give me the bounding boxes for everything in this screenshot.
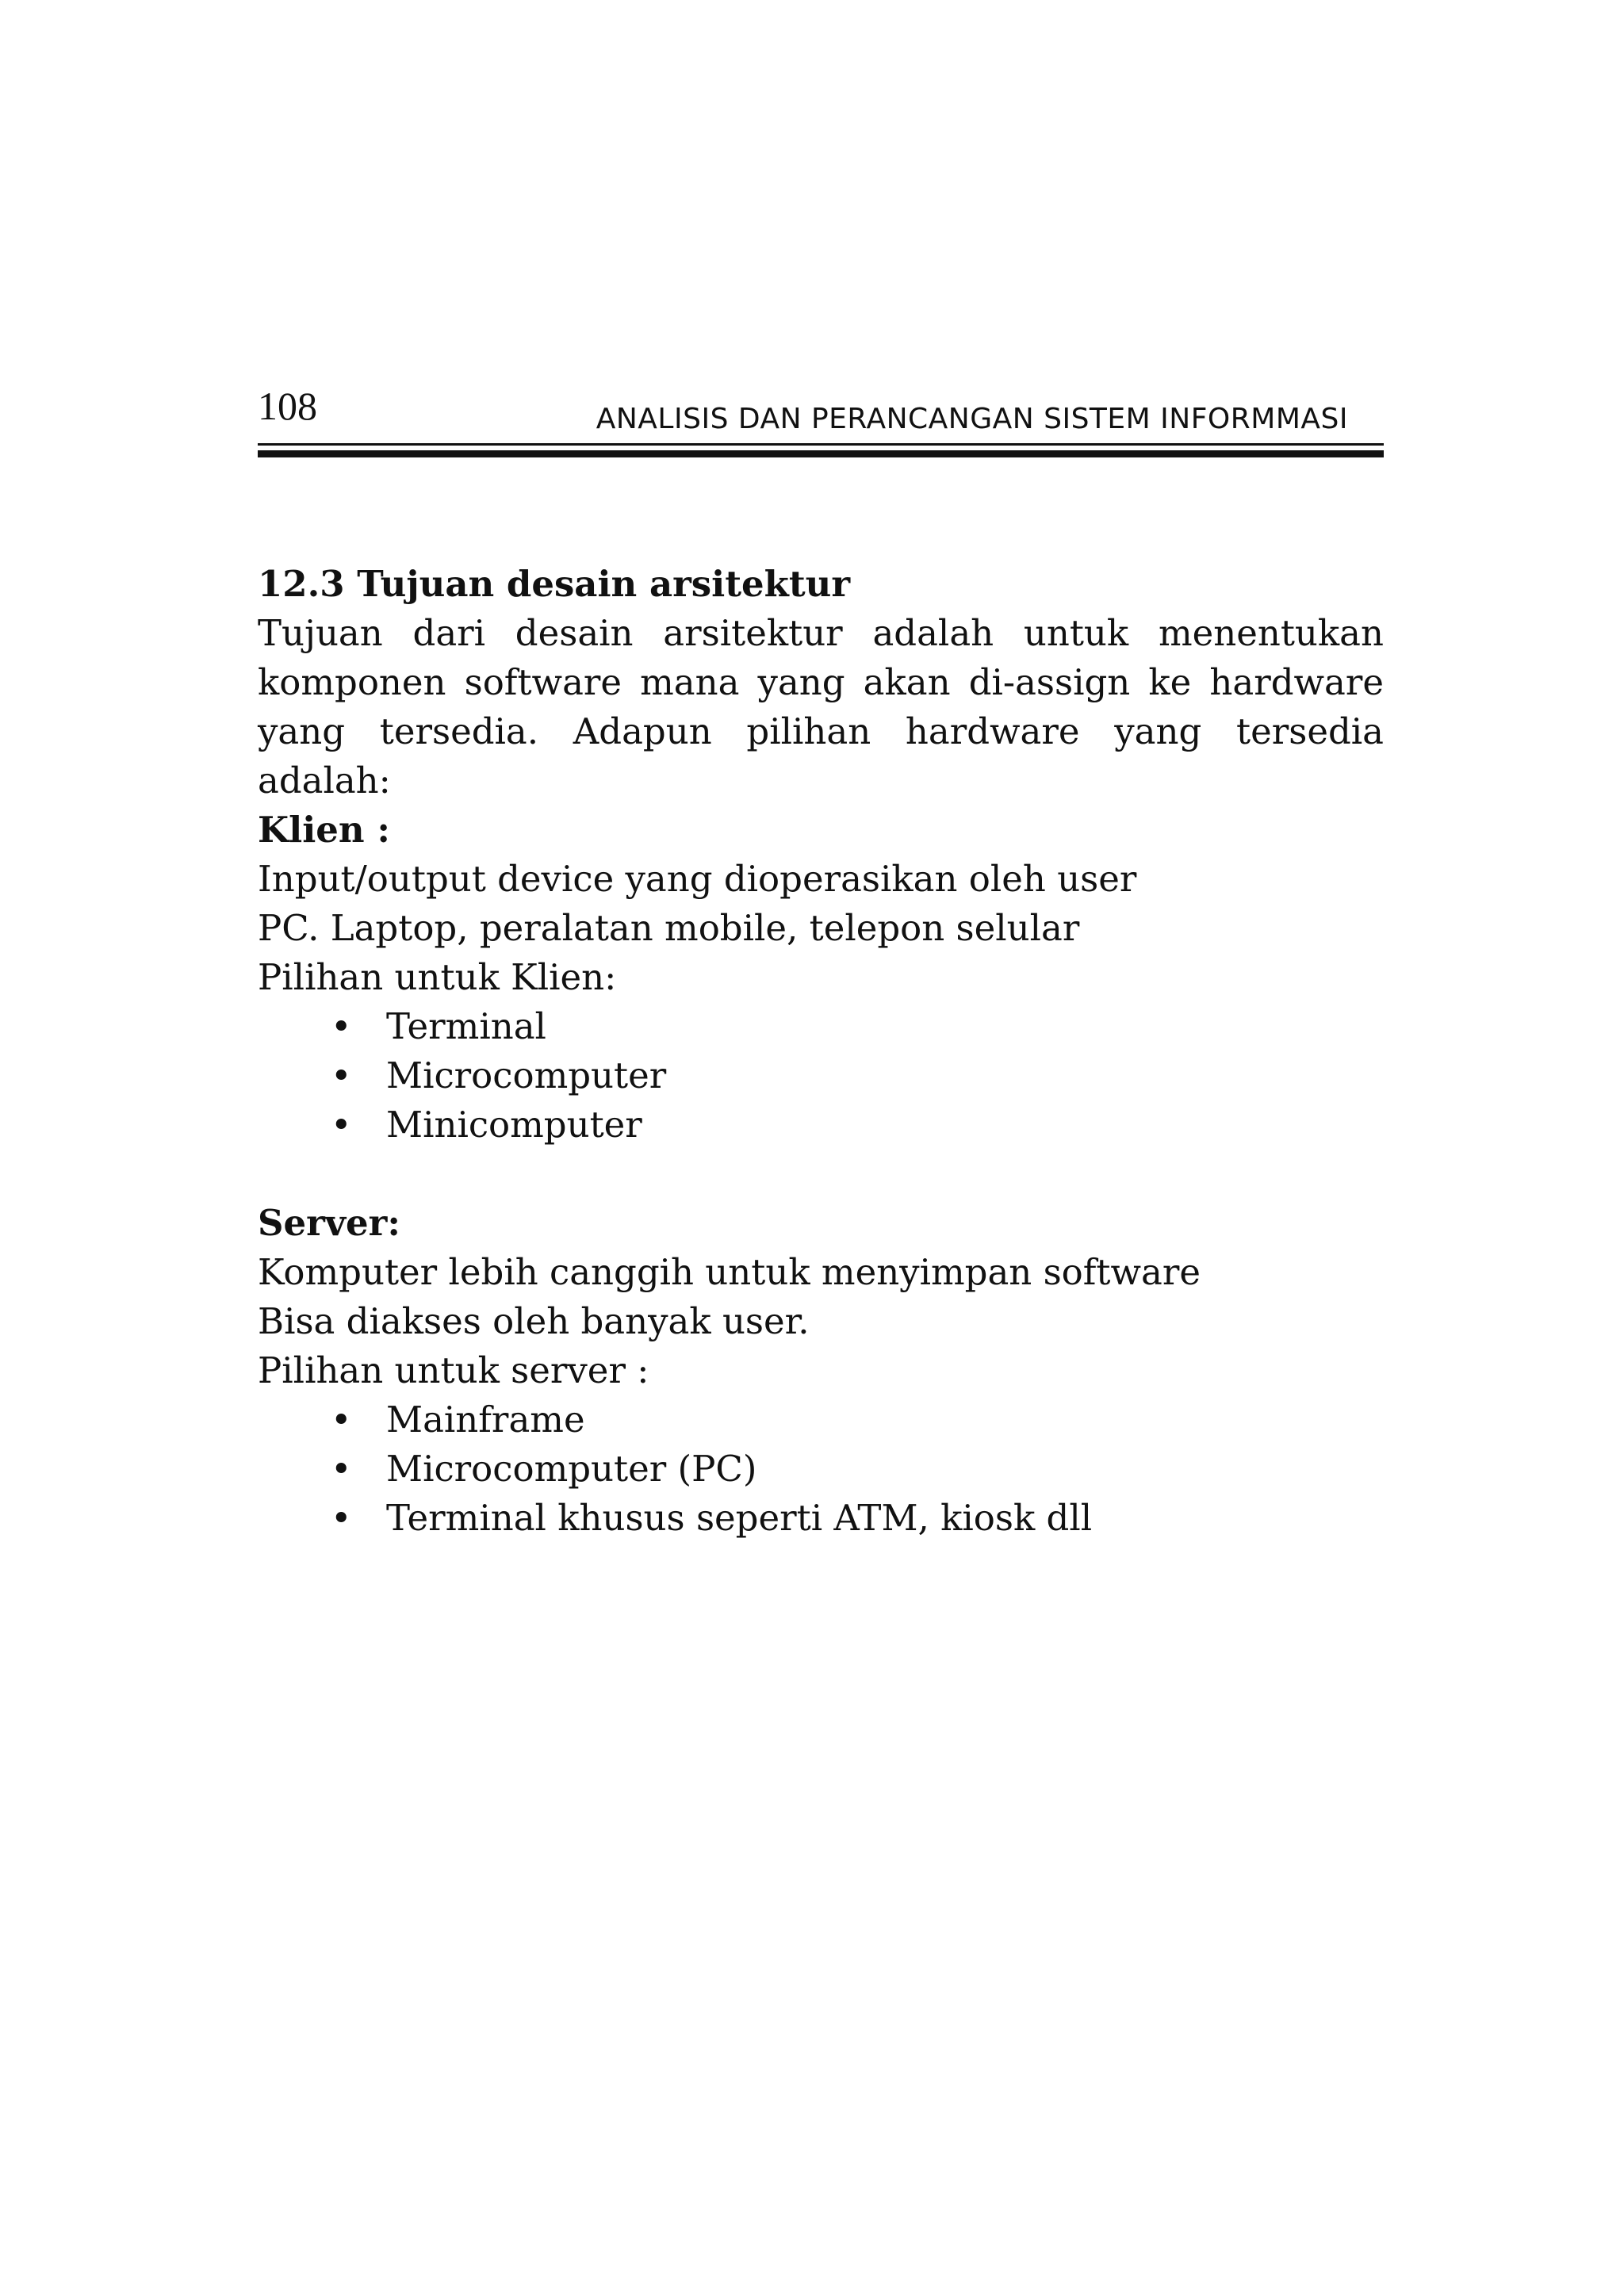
list-item xyxy=(258,1002,1384,1051)
page-header xyxy=(258,382,1384,461)
list-item-text: Terminal khusus seperti ATM, kiosk dll xyxy=(386,1497,1093,1539)
klien-line: PC. Laptop, peralatan mobile, telepon selular xyxy=(258,907,1080,949)
server-line: Pilihan untuk server : xyxy=(258,1349,649,1391)
list-item-text: Microcomputer xyxy=(386,1054,667,1096)
section-title: 12.3 Tujuan desain arsitektur xyxy=(258,563,851,605)
running-head: ANALISIS DAN PERANCANGAN SISTEM INFORMMASI xyxy=(596,403,1348,435)
server-options-list xyxy=(258,1395,1384,1543)
klien-line: Input/output device yang dioperasikan oleh user xyxy=(258,858,1137,900)
page-number: 108 xyxy=(258,384,317,428)
bullet-icon: • xyxy=(331,1104,352,1146)
klien-line: Pilihan untuk Klien: xyxy=(258,956,617,998)
header-rule-thick xyxy=(258,450,1384,457)
list-item-text: Terminal xyxy=(386,1005,546,1047)
list-item-text: Minicomputer xyxy=(386,1104,642,1146)
bullet-icon: • xyxy=(331,1054,352,1096)
page-content xyxy=(258,560,1384,1543)
klien-label: Klien : xyxy=(258,809,390,851)
klien-options-list xyxy=(258,1002,1384,1150)
server-line: Bisa diakses oleh banyak user. xyxy=(258,1300,810,1342)
spacer xyxy=(258,1150,1384,1199)
intro-paragraph: Tujuan dari desain arsitektur adalah untuk menentukan komponen software mana yang akan di-assign ke hardware yang tersedia. Adapun pilihan hardware yang tersedia adalah: xyxy=(258,612,1384,802)
list-item xyxy=(258,1100,1384,1150)
bullet-icon: • xyxy=(331,1399,352,1441)
header-rule-thin xyxy=(258,443,1384,446)
bullet-icon: • xyxy=(331,1448,352,1490)
list-item xyxy=(258,1445,1384,1494)
list-item xyxy=(258,1494,1384,1543)
list-item xyxy=(258,1395,1384,1445)
bullet-icon: • xyxy=(331,1005,352,1047)
server-line: Komputer lebih canggih untuk menyimpan software xyxy=(258,1251,1201,1293)
bullet-icon: • xyxy=(331,1497,352,1539)
list-item-text: Microcomputer (PC) xyxy=(386,1448,757,1490)
list-item-text: Mainframe xyxy=(386,1399,585,1441)
list-item xyxy=(258,1051,1384,1100)
server-label: Server: xyxy=(258,1202,400,1244)
